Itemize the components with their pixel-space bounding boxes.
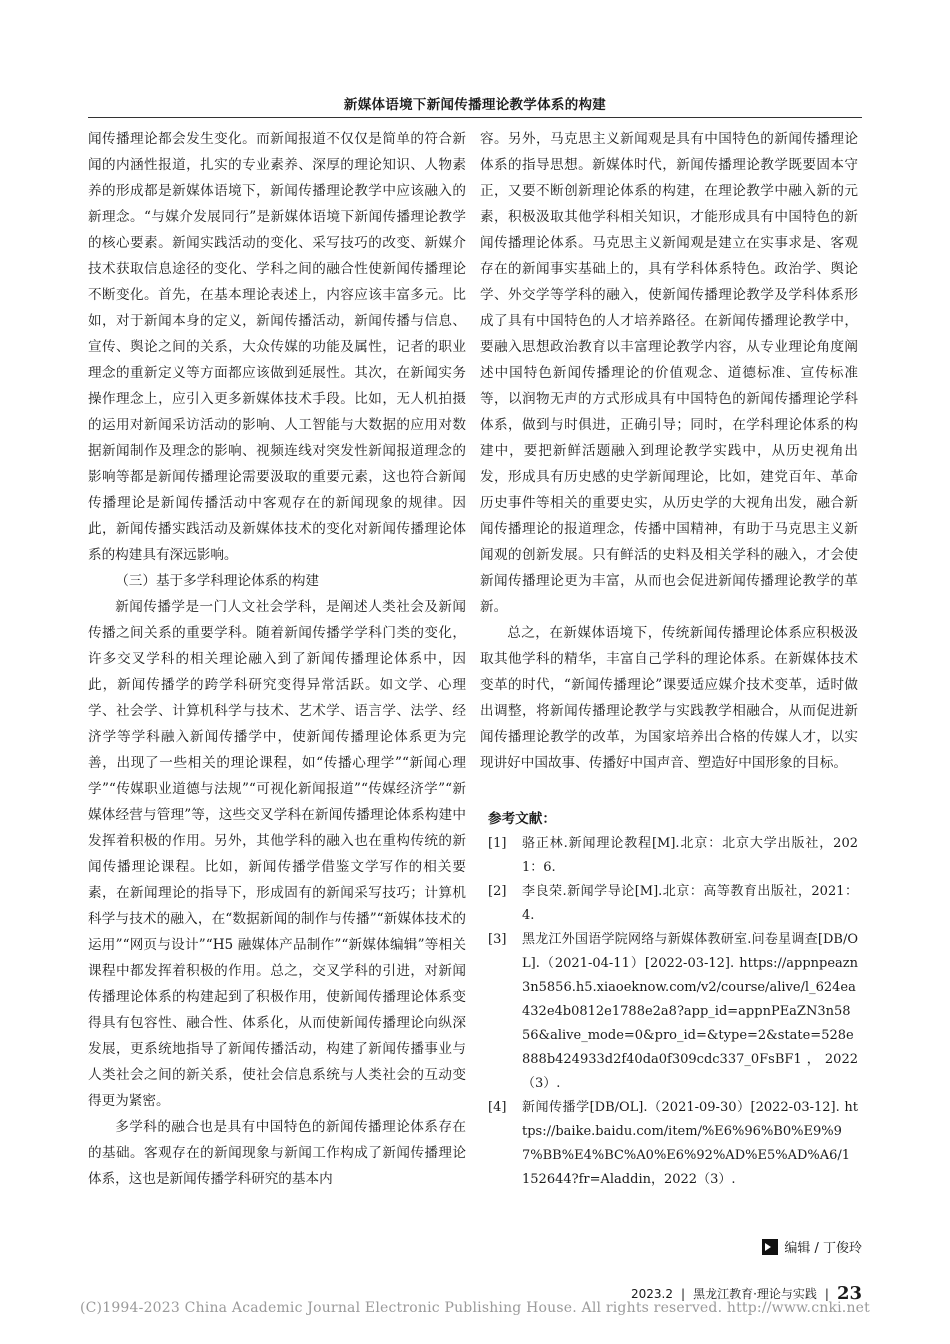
running-head: 新媒体语境下新闻传播理论教学体系的构建 <box>343 97 607 113</box>
left-paragraph-3: 多学科的融合也是具有中国特色的新闻传播理论体系存在的基础。客观存在的新闻现象与新闻工作构成了新闻传播理论体系，这也是新闻传播学科研究的基本内 <box>88 1119 466 1187</box>
copyright-notice: (C)1994-2023 China Academic Journal Electronic Publishing House. All rights reserved. http://www.cnki.net <box>79 1300 870 1316</box>
section-subheading: （三）基于多学科理论体系的构建 <box>115 573 320 589</box>
reference-item <box>480 1096 858 1192</box>
header-rule <box>88 117 862 118</box>
reference-item <box>480 880 858 928</box>
reference-number: [3] <box>488 932 507 947</box>
left-paragraph-1: 闻传播理论都会发生变化。而新闻报道不仅仅是简单的符合新闻的内涵性报道，扎实的专业素养、深厚的理论知识、人物素养的形成都是新媒体语境下，新闻传播理论教学中应该融入的新理念。“与媒介发展同行”是新媒体语境下新闻传播理论教学的核心要素。新闻实践活动的变化、采写技巧的改变、新媒介技术获取信息途径的变化、学科之间的融合性使新闻传播理论不断变化。首先，在基本理论表述上，内容应该丰富多元。比如，对于新闻本身的定义，新闻传播活动，新闻传播与信息、宣传、舆论之间的关系，大众传媒的功能及属性，记者的职业理念的重新定义等方面都应该做到延展性。其次，在新闻实务操作理念上，应引入更多新媒体技术手段。比如，无人机拍摄的运用对新闻采访活动的影响、人工智能与大数据的应用对数据新闻制作及理念的影响、视频连线对突发性新闻报道理念的影响等都是新闻传播理论需要汲取的重要元素，这也符合新闻传播理论是新闻传播活动中客观存在的新闻现象的规律。因此，新闻传播实践活动及新媒体技术的变化对新闻传播理论体系的构建具有深远影响。 <box>88 131 466 563</box>
right-paragraph-2: 总之，在新媒体语境下，传统新闻传播理论体系应积极汲取其他学科的精华，丰富自己学科的理论体系。在新媒体技术变革的时代，“新闻传播理论”课要适应媒介技术变革，适时做出调整，将新闻传播理论教学与实践教学相融合，从而促进新闻传播理论教学的改革，为国家培养出合格的传媒人才，以实现讲好中国故事、传播好中国声音、塑造好中国形象的目标。 <box>480 625 858 771</box>
reference-text: 骆正林.新闻理论教程[M].北京：北京大学出版社，2021：6. <box>522 836 858 875</box>
reference-item <box>480 928 858 1096</box>
editor-arrow-icon <box>762 1239 778 1255</box>
editor-label: 编辑 / 丁俊玲 <box>784 1241 862 1256</box>
right-column <box>480 126 858 1192</box>
reference-text: 李良荣.新闻学导论[M].北京：高等教育出版社，2021：4. <box>522 884 858 923</box>
reference-list <box>480 832 858 1192</box>
journal-name: 黑龙江教育·理论与实践 <box>693 1287 817 1301</box>
left-paragraph-2: 新闻传播学是一门人文社会学科，是阐述人类社会及新闻传播之间关系的重要学科。随着新闻传播学学科门类的变化，许多交叉学科的相关理论融入到了新闻传播理论体系中，因此，新闻传播学的跨学科研究变得异常活跃。如文学、心理学、社会学、计算机科学与技术、艺术学、语言学、法学、经济学等学科融入新闻传播学中，使新闻传播理论体系更为完善，出现了一些相关的理论课程，如“传播心理学”“新闻心理学”“传媒职业道德与法规”“可视化新闻报道”“传媒经济学”“新媒体经营与管理”等，这些交叉学科在新闻传播理论体系构建中发挥着积极的作用。另外，其他学科的融入也在重构传统的新闻传播理论课程。比如，新闻传播学借鉴文学写作的相关要素，在新闻理论的指导下，形成固有的新闻采写技巧；计算机科学与技术的融入，在“数据新闻的制作与传播”“新媒体技术的运用”“网页与设计”“H5 融媒体产品制作”“新媒体编辑”等相关课程中都发挥着积极的作用。总之，交叉学科的引进，对新闻传播理论体系的构建起到了积极作用，使新闻传播理论体系变得具有包容性、融合性、体系化，从而使新闻传播理论向纵深发展，更系统地指导了新闻传播活动，构建了新闻传播事业与人类社会之间的新关系，使社会信息系统与人类社会的互动变得更为紧密。 <box>88 599 466 1109</box>
reference-number: [2] <box>488 884 507 899</box>
reference-item <box>480 832 858 880</box>
references-title: 参考文献： <box>488 811 556 827</box>
reference-text: 黑龙江外国语学院网络与新媒体教研室.问卷星调查[DB/OL].（2021-04-11）[2022-03-12]. https://appnpeazn3n5856.h5.xiaoeknow.com/v2/course/alive/l_624ea432e4b0812e1788e2a8?app_id=appnPEaZN3n5856&alive_mode=0&pro_id=&type=2&state=528e888b424933d2f40da0f309cdc337_0FsBF1，2022（3）. <box>522 932 858 1091</box>
footer-separator: | <box>824 1286 829 1301</box>
reference-number: [4] <box>488 1100 507 1115</box>
editor-credit <box>762 1237 862 1256</box>
footer-separator: | <box>681 1286 686 1301</box>
reference-text: 新闻传播学[DB/OL].（2021-09-30）[2022-03-12]. https://baike.baidu.com/item/%E6%96%B0%E9%97%BB%E4%BC%A0%E6%92%AD%E5%AD%A6/1152644?fr=Aladdin，2022（3）. <box>522 1100 858 1187</box>
right-paragraph-1: 容。另外，马克思主义新闻观是具有中国特色的新闻传播理论体系的指导思想。新媒体时代，新闻传播理论教学既要固本守正，又要不断创新理论体系的构建，在理论教学中融入新的元素，积极汲取其他学科相关知识，才能形成具有中国特色的新闻传播理论体系。马克思主义新闻观是建立在实事求是、客观存在的新闻事实基础上的，具有学科体系特色。政治学、舆论学、外交学等学科的融入，使新闻传播理论教学及学科体系形成了具有中国特色的人才培养路径。在新闻传播理论教学中，要融入思想政治教育以丰富理论教学内容，从专业理论角度阐述中国特色新闻传播理论的价值观念、道德标准、宣传标准等，以润物无声的方式形成具有中国特色的新闻传播理论学科体系，做到与时俱进，正确引导；同时，在学科理论体系的构建中，要把新鲜活题融入到理论教学实践中，从历史视角出发，形成具有历史感的史学新闻理论，比如，建党百年、革命历史事件等相关的重要史实，从历史学的大视角出发，融合新闻传播理论的报道理念，传播中国精神，有助于马克思主义新闻观的创新发展。只有鲜活的史料及相关学科的融入，才会使新闻传播理论更为丰富，从而也会促进新闻传播理论教学的革新。 <box>480 131 858 615</box>
reference-number: [1] <box>488 836 507 851</box>
page-number: 23 <box>836 1283 862 1304</box>
left-column <box>88 126 466 1192</box>
issue-number: 2023.2 <box>631 1286 674 1301</box>
